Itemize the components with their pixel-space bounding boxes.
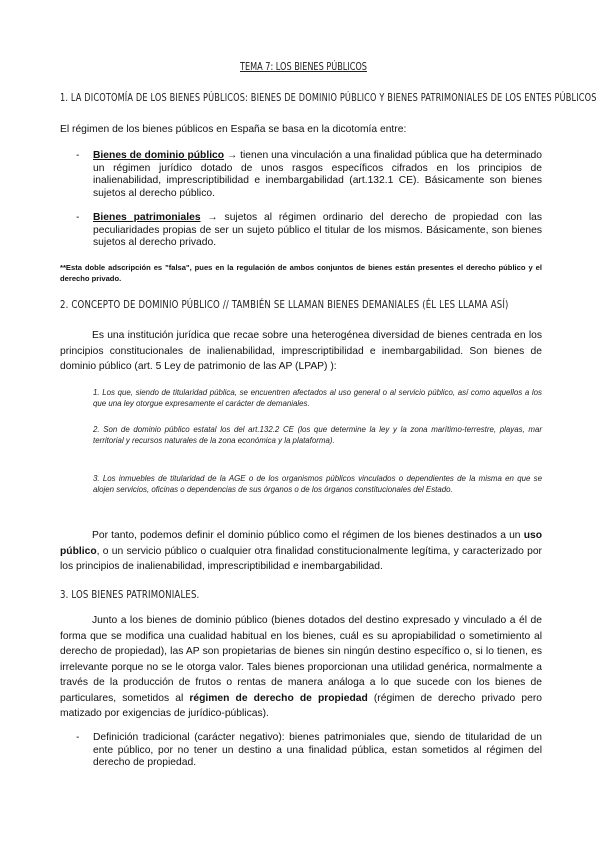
definition-text: Por tanto, podemos definir el dominio público como el régimen de los bienes destinados a un <box>92 530 524 541</box>
section-1-heading: 1. LA DICOTOMÍA DE LOS BIENES PÚBLICOS: BIENES DE DOMINIO PÚBLICO Y BIENES PATRIMONIALES DE LOS ENTES PÚBLICOS <box>60 92 597 104</box>
bullet-dominio-publico <box>76 150 542 200</box>
bullet-patrimoniales <box>76 212 542 250</box>
quote-item-3: 3. Los inmuebles de titularidad de la AGE o de los organismos públicos vinculados o dependientes de la misma en que se alojen servicios, oficinas o dependencias de sus órganos o de los órganos constitucionales del Estado. <box>93 474 542 495</box>
bullet-text: Definición tradicional (carácter negativo): bienes patrimoniales que, siendo de titularidad de un ente público, por no tener un destino a una finalidad pública, estan sometidos al régimen del derecho de propiedad. <box>93 732 542 769</box>
bullet-dash: - <box>76 732 80 743</box>
bullet-dash: - <box>76 212 80 223</box>
quote-item-2: 2. Son de dominio público estatal los del art.132.2 CE (los que determine la ley y la zona marítimo-terrestre, playas, mar territorial y recursos naturales de la zona económica y la plataforma). <box>93 425 542 446</box>
paragraph-bold: régimen de derecho de propiedad <box>189 692 368 704</box>
paragraph-text: Junto a los bienes de dominio público (bienes dotados del destino expresado y vinculado a él de forma que se modifica una cualidad habitual en los bienes, cuál es su apropiabilidad o sometimiento al derecho de propiedad), las AP son propietarias de bienes sin ningún destino específico o, si lo tienen, es irrelevante porque no se le otorga valor. Tales bienes proporcionan una utilidad genérica, normalmente a través de la producción de frutos o rentas de manera análoga a lo que sucede con los bienes de particulares, sometidos al <box>60 615 542 704</box>
definition-text-end: , o un servicio público o cualquier otra finalidad constitucionalmente legítima, y caracterizado por los principios de inalienabilidad, imprescriptibilidad e inembargabilidad. <box>60 545 542 572</box>
quote-item-1: 1. Los que, siendo de titularidad pública, se encuentren afectados al uso general o al servicio público, así como aquellos a los que una ley otorgue expresamente el carácter de demaniales. <box>93 388 542 409</box>
bullet-dash: - <box>76 150 80 161</box>
bullet-definicion-tradicional <box>76 732 542 770</box>
bullet-text: → sujetos al régimen ordinario del derecho de propiedad con las peculiaridades propias de ser un sujeto público el titular de los mismos. Básicamente, son bienes sujetos al derecho privado. <box>93 212 542 249</box>
document-title: TEMA 7: LOS BIENES PÚBLICOS <box>240 60 367 73</box>
section-2-definition <box>60 528 542 575</box>
bullet-lead: Bienes patrimoniales <box>93 212 201 223</box>
section-1-intro: El régimen de los bienes públicos en España se basa en la dicotomía entre: <box>60 124 407 135</box>
bullet-lead: Bienes de dominio público <box>93 150 225 161</box>
section-2-heading: 2. CONCEPTO DE DOMINIO PÚBLICO // TAMBIÉN SE LLAMAN BIENES DEMANIALES (ÉL LES LLAMA ASÍ) <box>60 298 509 311</box>
bullet-text: → tienen una vinculación a una finalidad pública que ha determinado un régimen jurídico dotado de unos rasgos específicos cifrados en los principios de inalienabilidad, imprescriptibilidad e inembargabilidad (art.132.1 CE). Básicamente son bienes sujetos al derecho público. <box>93 150 542 199</box>
section-1-note: **Esta doble adscripción es "falsa", pues en la regulación de ambos conjuntos de bienes están presentes el derecho público y el derecho privado. <box>60 263 542 284</box>
section-3-paragraph <box>60 613 542 722</box>
definition-bold: uso público <box>60 530 542 557</box>
section-2-paragraph: Es una institución jurídica que recae sobre una heterogénea diversidad de bienes centrada en los principios constitucionales de inalienabilidad, imprescriptibilidad e inembargabilidad. Son bienes de dominio público (art. 5 Ley de patrimonio de las AP (LPAP) ): <box>60 330 542 372</box>
section-3-heading: 3. LOS BIENES PATRIMONIALES. <box>60 588 200 601</box>
paragraph-text-end: (régimen de derecho privado pero matizado por exigencias de jurídico-públicas). <box>60 692 542 719</box>
